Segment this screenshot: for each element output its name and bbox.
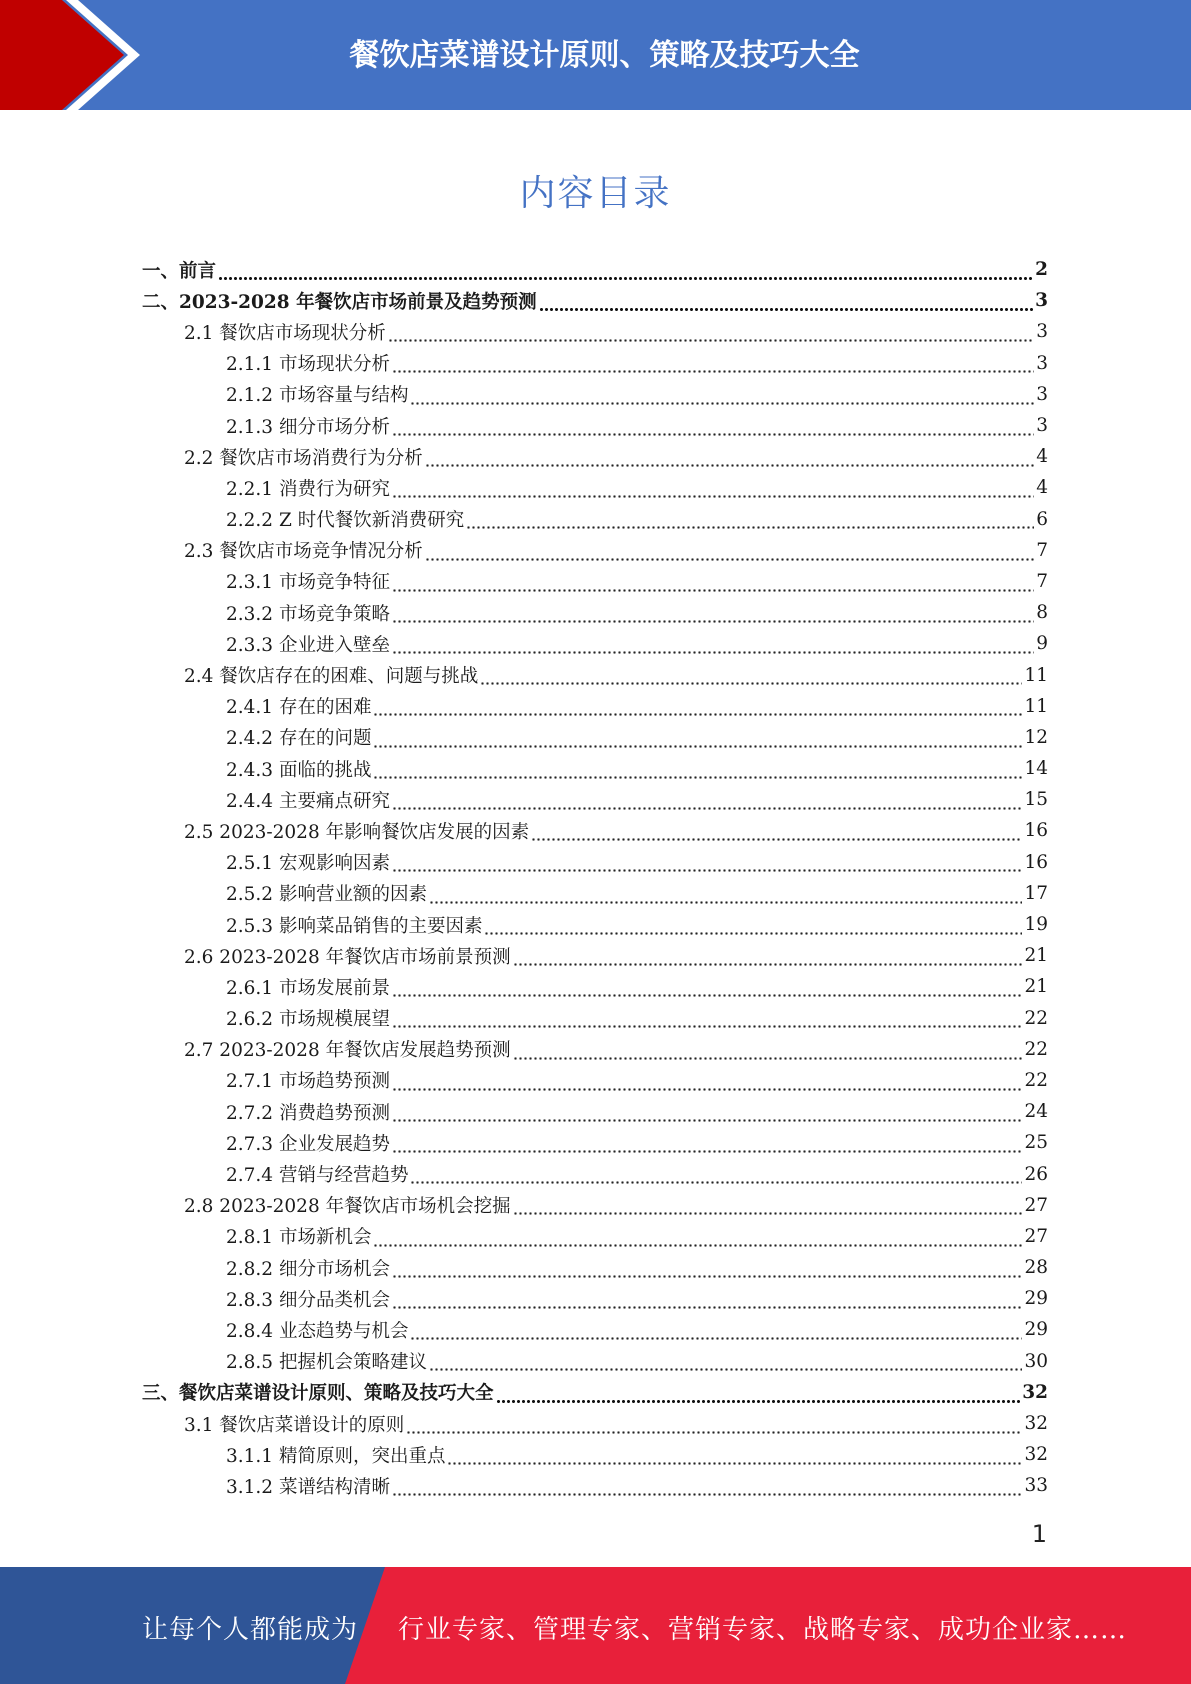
toc-dot-leader <box>218 262 1033 281</box>
toc-entry-title: 一、前言 <box>142 260 217 282</box>
toc-entry-title: 2.1.3 细分市场分析 <box>226 416 390 438</box>
toc-entry-title: 2.4.3 面临的挑战 <box>226 759 372 781</box>
toc-entry-title: 2.5.2 影响营业额的因素 <box>226 884 427 906</box>
footer-slogan-right: 行业专家、管理专家、营销专家、战略专家、成功企业家…… <box>398 1615 1128 1645</box>
toc-dot-leader <box>425 543 1034 562</box>
toc-dot-leader <box>392 637 1034 656</box>
toc-entry[interactable] <box>142 597 1048 628</box>
toc-dot-leader <box>392 481 1034 500</box>
toc-entry-title: 2.7.2 消费趋势预测 <box>226 1102 390 1124</box>
toc-entry-title: 2.7.4 营销与经营趋势 <box>226 1165 409 1187</box>
toc-entry[interactable] <box>142 348 1048 379</box>
toc-entry-title: 2.3.2 市场竞争策略 <box>226 603 390 625</box>
toc-entry[interactable] <box>142 1096 1048 1127</box>
toc-entry-title: 3.1 餐饮店菜谱设计的原则 <box>184 1414 405 1436</box>
page-number: 1 <box>1031 1520 1047 1548</box>
toc-dot-leader <box>410 1323 1022 1342</box>
toc-entry-page: 22 <box>1024 1038 1048 1060</box>
toc-entry-title: 2.8 2023-2028 年餐饮店市场机会挖掘 <box>184 1196 511 1218</box>
toc-entry-title: 2.6.1 市场发展前景 <box>226 977 390 999</box>
toc-dot-leader <box>484 917 1022 936</box>
toc-entry-page: 12 <box>1024 726 1048 748</box>
toc-dot-leader <box>373 761 1022 780</box>
toc-entry-page: 6 <box>1036 508 1048 530</box>
toc-entry[interactable] <box>142 784 1048 815</box>
toc-dot-leader <box>425 449 1034 468</box>
toc-entry-title: 2.7.1 市场趋势预测 <box>226 1071 390 1093</box>
toc-dot-leader <box>406 1416 1022 1435</box>
toc-entry[interactable] <box>142 1377 1048 1408</box>
toc-entry-page: 4 <box>1036 446 1048 468</box>
toc-dot-leader <box>392 356 1034 375</box>
toc-entry-title: 2.4 餐饮店存在的困难、问题与挑战 <box>184 666 479 688</box>
toc-entry-page: 32 <box>1024 1413 1048 1435</box>
toc-entry-title: 2.4.1 存在的困难 <box>226 697 372 719</box>
toc-entry[interactable] <box>142 1221 1048 1252</box>
toc-entry-page: 22 <box>1024 1069 1048 1091</box>
toc-entry-title: 2.6 2023-2028 年餐饮店市场前景预测 <box>184 946 511 968</box>
toc-entry[interactable] <box>142 1158 1048 1189</box>
toc-dot-leader <box>392 793 1022 812</box>
toc-entry-page: 17 <box>1024 882 1048 904</box>
toc-dot-leader <box>513 948 1023 967</box>
toc-entry-page: 3 <box>1035 290 1048 312</box>
toc-entry[interactable] <box>142 971 1048 1002</box>
toc-entry-title: 2.1 餐饮店市场现状分析 <box>184 322 386 344</box>
toc-dot-leader <box>388 325 1034 344</box>
toc-dot-leader <box>392 1104 1022 1123</box>
toc-entry-page: 15 <box>1024 789 1048 811</box>
toc-entry-page: 33 <box>1024 1475 1048 1497</box>
toc-dot-leader <box>513 1198 1023 1217</box>
toc-entry[interactable] <box>142 628 1048 659</box>
toc-entry-title: 2.5.3 影响菜品销售的主要因素 <box>226 915 483 937</box>
toc-dot-leader <box>429 1354 1022 1373</box>
toc-entry[interactable] <box>142 1439 1048 1470</box>
toc-entry[interactable] <box>142 878 1048 909</box>
toc-entry[interactable] <box>142 1346 1048 1377</box>
toc-entry[interactable] <box>142 1408 1048 1439</box>
toc-entry-title: 2.1.2 市场容量与结构 <box>226 385 409 407</box>
toc-entry-title: 三、餐饮店菜谱设计原则、策略及技巧大全 <box>142 1383 494 1405</box>
toc-entry-title: 2.4.2 存在的问题 <box>226 728 372 750</box>
toc-entry-title: 2.8.5 把握机会策略建议 <box>226 1352 427 1374</box>
toc-entry[interactable] <box>142 909 1048 940</box>
header-banner <box>0 0 1191 110</box>
toc-dot-leader <box>392 1073 1022 1092</box>
toc-entry-page: 28 <box>1024 1257 1048 1279</box>
toc-entry-page: 4 <box>1036 477 1048 499</box>
toc-entry-page: 26 <box>1024 1163 1048 1185</box>
toc-entry[interactable] <box>142 254 1048 285</box>
toc-dot-leader <box>531 824 1022 843</box>
toc-entry[interactable] <box>142 379 1048 410</box>
table-of-contents <box>142 254 1048 1502</box>
toc-entry-page: 8 <box>1036 602 1048 624</box>
toc-entry-page: 2 <box>1035 259 1048 281</box>
toc-entry[interactable] <box>142 815 1048 846</box>
toc-entry-title: 2.8.2 细分市场机会 <box>226 1258 390 1280</box>
toc-entry[interactable] <box>142 753 1048 784</box>
toc-entry-title: 2.5.1 宏观影响因素 <box>226 853 390 875</box>
toc-entry[interactable] <box>142 472 1048 503</box>
toc-entry[interactable] <box>142 1003 1048 1034</box>
toc-entry[interactable] <box>142 504 1048 535</box>
toc-entry[interactable] <box>142 691 1048 722</box>
toc-entry-title: 2.7.3 企业发展趋势 <box>226 1133 390 1155</box>
toc-dot-leader <box>410 387 1034 406</box>
toc-entry[interactable] <box>142 285 1048 316</box>
toc-entry-page: 21 <box>1024 976 1048 998</box>
toc-dot-leader <box>392 1011 1022 1030</box>
toc-entry-page: 19 <box>1024 914 1048 936</box>
toc-dot-leader <box>410 1167 1022 1186</box>
toc-entry-title: 3.1.2 菜谱结构清晰 <box>226 1476 390 1498</box>
toc-entry-page: 29 <box>1024 1319 1048 1341</box>
toc-entry[interactable] <box>142 316 1048 347</box>
toc-dot-leader <box>480 668 1022 687</box>
toc-entry[interactable] <box>142 1034 1048 1065</box>
toc-dot-leader <box>496 1385 1021 1404</box>
toc-entry[interactable] <box>142 659 1048 690</box>
toc-entry-title: 2.5 2023-2028 年影响餐饮店发展的因素 <box>184 821 530 843</box>
toc-entry[interactable] <box>142 940 1048 971</box>
footer-banner <box>0 1567 1191 1684</box>
toc-entry-title: 2.2.2 Z 时代餐饮新消费研究 <box>226 510 465 532</box>
toc-entry-title: 2.4.4 主要痛点研究 <box>226 790 390 812</box>
toc-entry-title: 2.2.1 消费行为研究 <box>226 478 390 500</box>
toc-entry-page: 22 <box>1024 1007 1048 1029</box>
toc-entry[interactable] <box>142 566 1048 597</box>
toc-entry-title: 2.6.2 市场规模展望 <box>226 1009 390 1031</box>
toc-dot-leader <box>466 512 1034 531</box>
toc-entry-page: 9 <box>1036 633 1048 655</box>
toc-entry-title: 2.8.3 细分品类机会 <box>226 1289 390 1311</box>
toc-entry[interactable] <box>142 1065 1048 1096</box>
header-title: 餐饮店菜谱设计原则、策略及技巧大全 <box>349 38 860 73</box>
toc-entry[interactable] <box>142 1252 1048 1283</box>
toc-entry-title: 2.3.1 市场竞争特征 <box>226 572 390 594</box>
toc-entry-page: 7 <box>1036 539 1048 561</box>
toc-entry-page: 27 <box>1024 1225 1048 1247</box>
toc-entry-page: 16 <box>1024 851 1048 873</box>
toc-entry-page: 3 <box>1036 415 1048 437</box>
toc-dot-leader <box>392 574 1034 593</box>
toc-entry-title: 2.3.3 企业进入壁垒 <box>226 634 390 656</box>
toc-entry-page: 24 <box>1024 1101 1048 1123</box>
toc-dot-leader <box>513 1042 1023 1061</box>
toc-entry[interactable] <box>142 441 1048 472</box>
toc-entry[interactable] <box>142 1470 1048 1501</box>
toc-entry-title: 二、2023-2028 年餐饮店市场前景及趋势预测 <box>142 291 537 313</box>
toc-dot-leader <box>447 1447 1022 1466</box>
toc-entry[interactable] <box>142 1190 1048 1221</box>
toc-entry-title: 2.8.4 业态趋势与机会 <box>226 1320 409 1342</box>
toc-heading: 内容目录 <box>519 173 672 214</box>
toc-dot-leader <box>392 1260 1022 1279</box>
toc-entry-title: 2.8.1 市场新机会 <box>226 1227 372 1249</box>
toc-entry-title: 2.2 餐饮店市场消费行为分析 <box>184 447 423 469</box>
toc-entry[interactable] <box>142 535 1048 566</box>
toc-entry-page: 32 <box>1022 1381 1048 1403</box>
toc-entry-page: 3 <box>1036 321 1048 343</box>
toc-entry-page: 11 <box>1024 664 1048 686</box>
toc-entry[interactable] <box>142 1127 1048 1158</box>
toc-dot-leader <box>539 294 1034 313</box>
toc-entry[interactable] <box>142 722 1048 753</box>
toc-entry-page: 3 <box>1036 383 1048 405</box>
toc-entry-page: 30 <box>1024 1350 1048 1372</box>
toc-dot-leader <box>392 605 1034 624</box>
toc-entry[interactable] <box>142 847 1048 878</box>
toc-entry[interactable] <box>142 1314 1048 1345</box>
toc-dot-leader <box>373 1229 1022 1248</box>
footer-slogan-left: 让每个人都能成为 <box>142 1615 359 1645</box>
toc-dot-leader <box>392 1479 1022 1498</box>
toc-entry-page: 21 <box>1024 945 1048 967</box>
toc-dot-leader <box>373 699 1022 718</box>
toc-entry[interactable] <box>142 1283 1048 1314</box>
toc-entry-page: 7 <box>1036 570 1048 592</box>
toc-entry-page: 32 <box>1024 1444 1048 1466</box>
toc-dot-leader <box>392 418 1034 437</box>
toc-entry-page: 29 <box>1024 1288 1048 1310</box>
toc-entry-title: 2.7 2023-2028 年餐饮店发展趋势预测 <box>184 1040 511 1062</box>
toc-entry-page: 3 <box>1036 352 1048 374</box>
toc-dot-leader <box>429 886 1022 905</box>
toc-entry-page: 14 <box>1024 758 1048 780</box>
toc-entry[interactable] <box>142 410 1048 441</box>
toc-dot-leader <box>392 1292 1022 1311</box>
toc-entry-page: 11 <box>1024 695 1048 717</box>
toc-dot-leader <box>373 730 1022 749</box>
toc-dot-leader <box>392 1136 1022 1155</box>
toc-entry-page: 16 <box>1024 820 1048 842</box>
toc-entry-title: 2.3 餐饮店市场竞争情况分析 <box>184 541 423 563</box>
toc-dot-leader <box>392 980 1022 999</box>
toc-entry-page: 27 <box>1024 1194 1048 1216</box>
toc-entry-title: 3.1.1 精简原则，突出重点 <box>226 1445 446 1467</box>
toc-entry-title: 2.1.1 市场现状分析 <box>226 354 390 376</box>
toc-dot-leader <box>392 855 1022 874</box>
toc-entry-page: 25 <box>1024 1132 1048 1154</box>
